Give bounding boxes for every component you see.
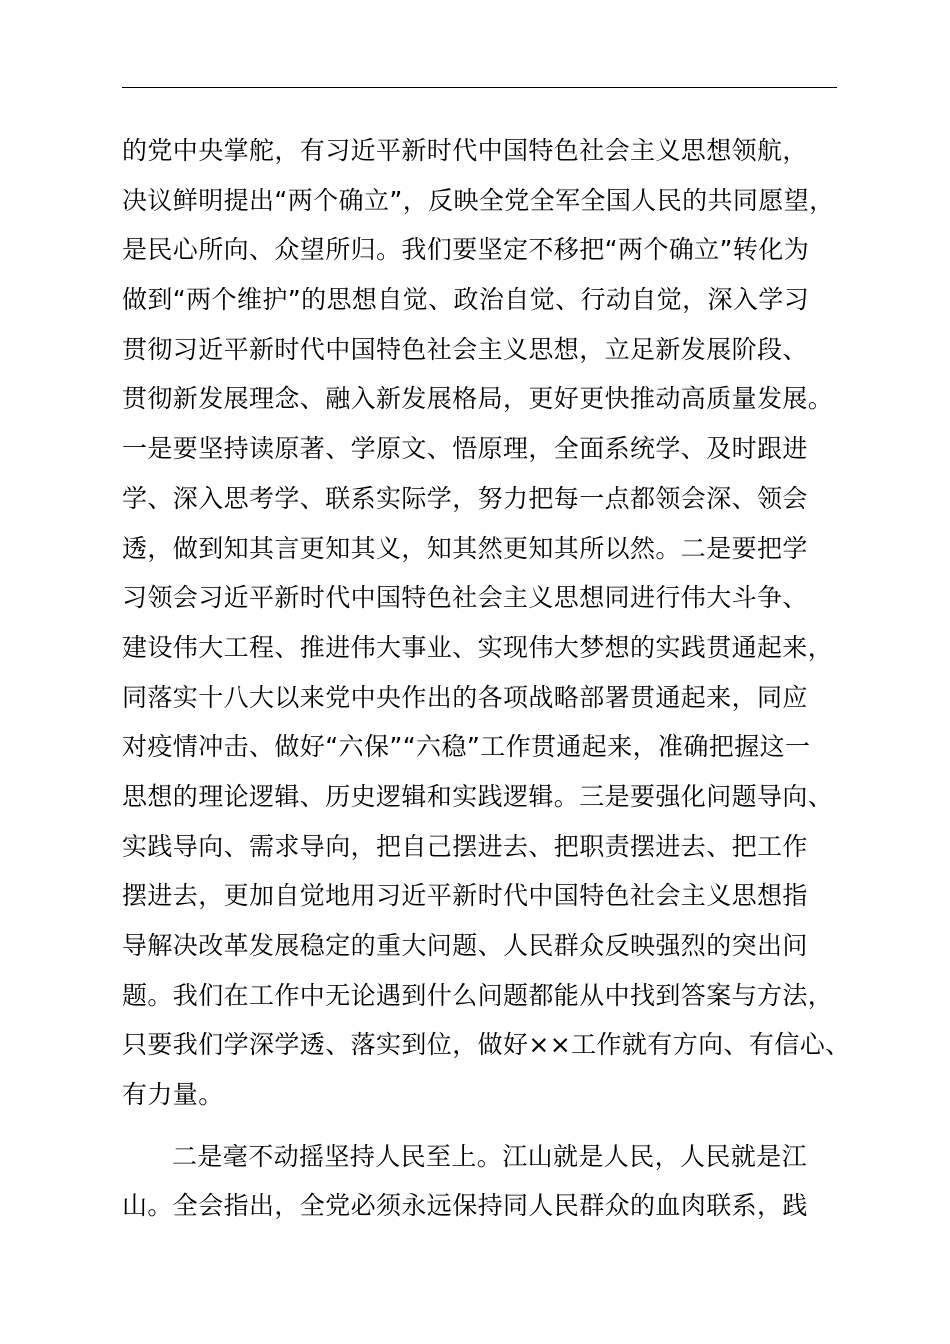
text-line: 有力量。 <box>122 1080 224 1110</box>
text-line: 导解决改革发展稳定的重大问题、人民群众反映强烈的突出问 <box>122 931 808 960</box>
text-line: 实践导向、需求导向，把自己摆进去、把职责摆进去、把工作 <box>122 831 808 861</box>
text-line: 山。全会指出，全党必须永远保持同人民群众的血肉联系，践 <box>122 1191 808 1221</box>
text-line: 是民心所向、众望所归。我们要坚定不移把“两个确立”转化为 <box>122 235 810 265</box>
paragraph-2 <box>122 1132 862 1231</box>
text-line: 思想的理论逻辑、历史逻辑和实践逻辑。三是要强化问题导向、 <box>122 781 834 811</box>
text-line: 建设伟大工程、推进伟大事业、实现伟大梦想的实践贯通起来， <box>122 632 834 662</box>
text-line: 题。我们在工作中无论遇到什么问题都能从中找到答案与方法， <box>122 980 834 1010</box>
header-rule <box>122 87 837 88</box>
text-line: 二是毫不动摇坚持人民至上。江山就是人民，人民就是江 <box>172 1141 808 1171</box>
paragraph-gap <box>122 1120 862 1132</box>
body-text <box>122 126 862 1231</box>
text-line: 贯彻新发展理念、融入新发展格局，更好更快推动高质量发展。 <box>122 384 834 414</box>
text-line: 摆进去，更加自觉地用习近平新时代中国特色社会主义思想指 <box>122 881 808 911</box>
text-line: 贯彻习近平新时代中国特色社会主义思想，立足新发展阶段、 <box>122 334 808 364</box>
text-line: 学、深入思考学、联系实际学，努力把每一点都领会深、领会 <box>122 483 808 513</box>
paragraph-1 <box>122 126 862 1120</box>
text-line: 只要我们学深学透、落实到位，做好××工作就有方向、有信心、 <box>122 1030 851 1060</box>
text-line: 透，做到知其言更知其义，知其然更知其所以然。二是要把学 <box>122 533 808 563</box>
text-line: 做到“两个维护”的思想自觉、政治自觉、行动自觉，深入学习 <box>122 285 810 315</box>
text-line: 决议鲜明提出“两个确立”，反映全党全军全国人民的共同愿望， <box>122 185 835 215</box>
text-line: 一是要坚持读原著、学原文、悟原理，全面系统学、及时跟进 <box>122 434 808 464</box>
text-line: 对疫情冲击、做好“六保”“六稳”工作贯通起来，准确把握这一 <box>122 732 811 762</box>
text-line: 习领会习近平新时代中国特色社会主义思想同进行伟大斗争、 <box>122 583 808 613</box>
text-line: 同落实十八大以来党中央作出的各项战略部署贯通起来，同应 <box>122 682 808 712</box>
text-line: 的党中央掌舵，有习近平新时代中国特色社会主义思想领航， <box>122 136 808 165</box>
